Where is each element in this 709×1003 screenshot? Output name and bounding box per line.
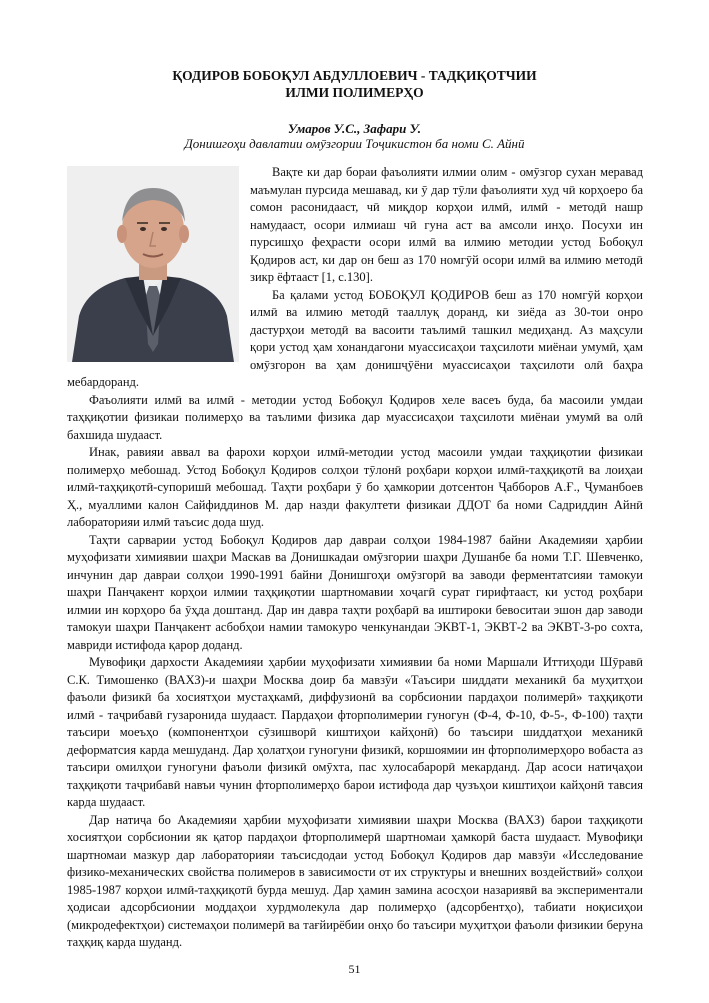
photo-text-wrap-spacer <box>67 164 250 358</box>
article-title-line-2: ИЛМИ ПОЛИМЕРҲО <box>285 85 424 100</box>
paragraph: Мувофиқи дархости Академияи ҳарбии муҳофизати химиявии ба номи Маршали Иттиҳоди Шӯравӣ С.К. Тимошенко (ВАХЗ)-и шаҳри Москва доир ба мавзӯи «Таъсири шиддати механикӣ ба муҳитҳои фаъоли физикӣ ба хосиятҳои мустаҳкамӣ, диффузионӣ ва сорбсионии пардаҳои полимерӣ» таҳқиқоти илмӣ - таҷрибавӣ гузаронида шудааст. Пардаҳои фторполимерии гуногун (Ф-4, Ф-10, Ф-5-, Ф-100) таҳти таъсири моеъҳо (компонентҳои сӯзишворӣ киштиҳои кайҳонӣ) бо таъсири шиддатҳои механикӣ деформатсия карда мешуданд. Дар ҳолатҳои гуногуни физикӣ, коршоямии ин фторполимерҳоро вобаста аз таъсири омилҳои гуногуни фаъоли физикӣ омӯхта, пас хулосабарорӣ мекарданд. Дар асоси натиҷаҳои таҳқиқоти таҷрибавӣ навъи чунин фторполимерҳо барои истифода дар ҷузъҳои киштиҳои кайҳонӣ тавсия карда шудааст. <box>67 655 643 809</box>
paragraph: Фаъолияти илмӣ ва илмӣ - методии устод Бобоқул Қодиров хеле васеъ буда, ба масоили умдаи таҳқиқотии физикаи полимерҳо ва таълими физика дар муассисаҳои таҳсилоти миёнаи умумӣ ва олӣ бахшида шудааст. <box>67 392 643 442</box>
affiliation: Донишгоҳи давлатии омӯзгории Тоҷикистон ба номи С. Айнӣ <box>184 136 525 151</box>
page-number: 51 <box>348 962 361 976</box>
paragraph: Вақте ки дар бораи фаъолияти илмии олим - омӯзгор сухан меравад маъмулан пурсида мешавад, ки ӯ дар тӯли фаъолияти худ чӣ корҳоеро ба сомон расонидааст, чӣ миқдор корҳои илмӣ, илмӣ - методӣ нашр намудааст, осори илмиаш чӣ гуна аст ва амсоли инҳо. Посухи ин пурсишҳо феҳрасти осори илмӣ ва илмию методии устод Бобоқул Қодиров аст, ки дар он беш аз 170 номгӯй осори илмӣ ва илмию методӣ зикр ёфтааст [1, с.130]. <box>250 165 643 284</box>
paragraph: Дар натиҷа бо Академияи ҳарбии муҳофизати химиявии шаҳри Москва (ВАХЗ) барои таҳқиқоти хосиятҳои сорбсионии як қатор пардаҳои фторполимерӣ шартномаи ҳамкорӣ баста шудааст. Мувофиқи шартномаи мазкур дар лабораторияи таъсисдодаи устод Бобоқул Қодиров дар мавзӯи «Исследование физико-механических свойства полимеров в зависимости от их структуры и внешних воздействий» солҳои 1985-1987 корҳои илмӣ-таҳқиқотӣ бурда мешуд. Дар ҳамин замина асосҳои назариявӣ ва экспериментали ҳодисаи адсорбсионии моддаҳои хурдмолекула дар полимерҳо (адсорбентҳо), табиати ноқисиҳои (микродефектҳои) системаҳои полимерӣ ва тағйирёбии онҳо бо таъсири муҳитҳои фаъоли физикии беруна таҳқиқ карда шуданд. <box>67 812 643 949</box>
article-title-line-1: ҚОДИРОВ БОБОҚУЛ АБДУЛЛОЕВИЧ - ТАДҚИҚОТЧИИ <box>172 68 537 83</box>
article-body <box>67 164 643 952</box>
paragraph: Инак, равияи аввал ва фарохи корҳои илмӣ-методии устод масоили умдаи таҳқиқотии физикаи полимерҳо мебошад. Устод Бобоқул Қодиров солҳои тӯлонӣ роҳбари корҳои илмӣ-таҳқиқотӣ ва лоиҳаи илмӣ-таҳқиқотӣ-супоришӣ мебошад. Таҳти роҳбари ӯ бо ҳамкории дотсентон Ҷабборов А.Ғ., Ҷуманбоев Ҳ., муаллими калон Сайфиддинов М. дар назди факултети физикаи ДДОТ ба номи Садриддин Айнӣ лабораторияи илмӣ таъсис дода шуд. <box>67 445 643 529</box>
paragraph: Ба қалами устод БОБОҚУЛ ҚОДИРОВ беш аз 170 номгӯй корҳои илмӣ ва илмию методӣ тааллуқ доранд, ки зиёда аз 30-тои онро дастурҳои методӣ ва васоити таълимӣ ташкил медиҳанд. Аз маҳсули қори устод ҳам хонандагони муассисаҳои таҳсилоти миёнаи умумӣ, ҳам омӯзгорон ва ҳам донишҷӯёни муассисаҳои таҳсилоти олӣ баҳра мебардоранд. <box>67 287 643 389</box>
authors: Умаров У.С., Зафари У. <box>287 121 422 136</box>
paragraph: Таҳти сарварии устод Бобоқул Қодиров дар давраи солҳои 1984-1987 байни Академияи ҳарбии муҳофизати химиявии шаҳри Маскав ва Донишкадаи омӯзгории шаҳри Душанбе ба номи Т.Г. Шевченко, инчунин дар давраи солҳои 1990-1991 байни Донишгоҳи омӯзгорӣ ва заводи ферментатсияи тамокуи шаҳри Панҷакент корҳои илмии таҳқиқотии шартномавии хоҷагӣ сурат гирифтааст, ки устод роҳбари илмии ин корҳоро ба ӯҳда доштанд. Дар ин давра таҳти роҳбарӣ ва иштироки бевоситаи эшон дар заводи тамокуи шаҳри Панҷакент асбобҳои намии тамокуро ченкунандаи ЭКВТ-1, ЭКВТ-2 ва ЭКВТ-3-ро сохта, мавриди истифода қарор доданд. <box>67 532 643 652</box>
